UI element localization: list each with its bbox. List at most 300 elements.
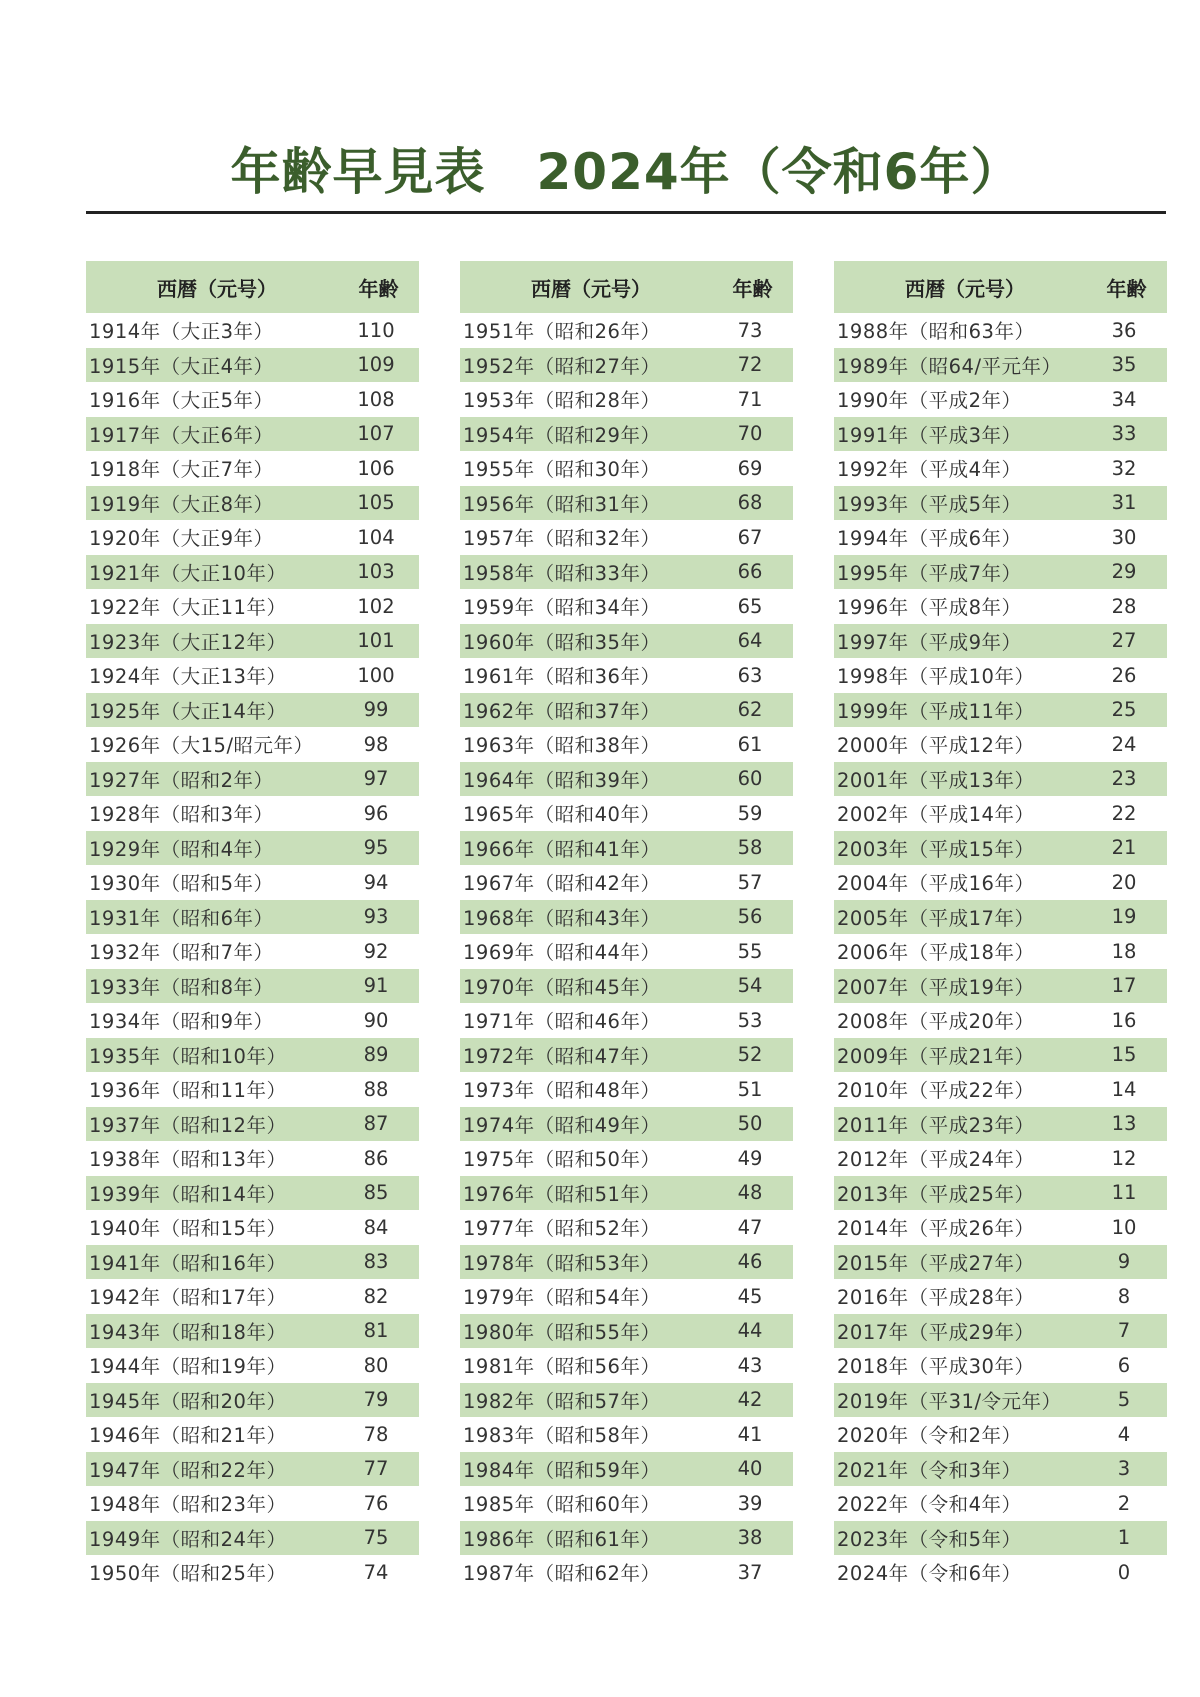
year-cell: 1929年（昭和4年） [89, 837, 274, 861]
age-cell: 54 [737, 974, 763, 998]
table-row [460, 693, 793, 728]
age-cell-wrap [1104, 526, 1167, 549]
age-cell: 2 [1117, 1491, 1131, 1515]
table-row [834, 934, 1167, 969]
age-cell-wrap [1104, 560, 1167, 583]
year-cell: 1928年（昭和3年） [89, 803, 274, 827]
age-cell: 22 [1111, 801, 1137, 825]
year-cell: 1943年（昭和18年） [89, 1320, 287, 1344]
age-cell-wrap [730, 905, 793, 928]
year-cell: 1952年（昭和27年） [463, 354, 661, 378]
age-cell-wrap [356, 1388, 419, 1411]
table-row [460, 1003, 793, 1038]
age-cell-wrap [1104, 1354, 1167, 1377]
year-cell: 1988年（昭和63年） [837, 320, 1035, 344]
table-row [460, 1107, 793, 1142]
table-row [86, 796, 419, 831]
table-row [460, 934, 793, 969]
table-row [834, 1072, 1167, 1107]
year-cell: 1985年（昭和60年） [463, 1493, 661, 1517]
age-cell: 89 [363, 1043, 389, 1067]
year-cell: 1942年（昭和17年） [89, 1286, 287, 1310]
year-cell: 1993年（平成5年） [837, 492, 1022, 516]
table-row [86, 865, 419, 900]
table-row [86, 451, 419, 486]
age-cell: 16 [1111, 1008, 1137, 1032]
table-row [834, 900, 1167, 935]
age-cell-wrap [356, 940, 419, 963]
year-cell: 1991年（平成3年） [837, 423, 1022, 447]
title-divider [86, 211, 1166, 214]
age-cell: 110 [357, 318, 395, 342]
year-cell: 2008年（平成20年） [837, 1010, 1035, 1034]
age-cell-wrap [356, 457, 419, 480]
age-cell-wrap [1104, 1250, 1167, 1273]
table-row [86, 693, 419, 728]
table-row [834, 313, 1167, 348]
age-cell-wrap [730, 1147, 793, 1170]
year-cell: 1962年（昭和37年） [463, 699, 661, 723]
age-cell-wrap [730, 802, 793, 825]
table-row [834, 693, 1167, 728]
age-cell-wrap [356, 560, 419, 583]
table-row [834, 865, 1167, 900]
age-cell: 66 [737, 560, 763, 584]
age-cell: 105 [357, 491, 395, 515]
age-cell-wrap [1104, 905, 1167, 928]
age-cell: 48 [737, 1181, 763, 1205]
year-cell: 1975年（昭和50年） [463, 1148, 661, 1172]
age-cell-wrap [356, 664, 419, 687]
table-row [834, 589, 1167, 624]
table-row [460, 1383, 793, 1418]
table-row [460, 900, 793, 935]
age-cell-wrap [356, 1492, 419, 1515]
header-age-label: 年齢 [358, 276, 399, 301]
age-cell: 68 [737, 491, 763, 515]
table-row [460, 727, 793, 762]
table-row [834, 1279, 1167, 1314]
age-cell: 104 [357, 525, 395, 549]
table-row [834, 486, 1167, 521]
age-cell-wrap [356, 733, 419, 756]
age-cell-wrap [1104, 940, 1167, 963]
table-row [86, 520, 419, 555]
age-cell: 4 [1117, 1422, 1131, 1446]
year-cell: 1954年（昭和29年） [463, 423, 661, 447]
year-cell: 2020年（令和2年） [837, 1424, 1022, 1448]
year-cell: 1944年（昭和19年） [89, 1355, 287, 1379]
table-row [86, 762, 419, 797]
age-cell: 10 [1111, 1215, 1137, 1239]
table-row [834, 382, 1167, 417]
age-cell: 81 [363, 1319, 389, 1343]
age-cell-wrap [356, 836, 419, 859]
year-cell: 2006年（平成18年） [837, 941, 1035, 965]
table-row [834, 1245, 1167, 1280]
year-cell: 2010年（平成22年） [837, 1079, 1035, 1103]
age-cell: 39 [737, 1491, 763, 1515]
table-row [460, 1521, 793, 1556]
page-title: 年齢早見表 2024年（令和6年） [230, 143, 1022, 201]
age-cell: 87 [363, 1112, 389, 1136]
year-cell: 1937年（昭和12年） [89, 1113, 287, 1137]
age-cell-wrap [356, 1423, 419, 1446]
age-cell: 44 [737, 1319, 763, 1343]
year-cell: 1967年（昭和42年） [463, 872, 661, 896]
age-cell: 20 [1111, 870, 1137, 894]
age-cell: 33 [1111, 422, 1137, 446]
age-cell-wrap [356, 1216, 419, 1239]
age-cell-wrap [356, 1354, 419, 1377]
age-cell: 41 [737, 1422, 763, 1446]
table-row [86, 1176, 419, 1211]
year-cell: 2021年（令和3年） [837, 1458, 1022, 1482]
age-cell: 109 [357, 353, 395, 377]
age-cell-wrap [1104, 1043, 1167, 1066]
year-cell: 1960年（昭和35年） [463, 630, 661, 654]
age-cell-wrap [1104, 1112, 1167, 1135]
table-row [86, 1348, 419, 1383]
age-cell: 71 [737, 387, 763, 411]
age-cell-wrap [1104, 664, 1167, 687]
year-cell: 1972年（昭和47年） [463, 1044, 661, 1068]
table-row [834, 1141, 1167, 1176]
age-table-3 [834, 261, 1167, 1590]
age-cell-wrap [730, 491, 793, 514]
table-row [834, 555, 1167, 590]
age-cell-wrap [730, 1285, 793, 1308]
year-cell: 1951年（昭和26年） [463, 320, 661, 344]
table-header [834, 261, 1167, 313]
header-age-label: 年齢 [732, 276, 773, 301]
year-cell: 2022年（令和4年） [837, 1493, 1022, 1517]
age-cell: 14 [1111, 1077, 1137, 1101]
age-cell-wrap [730, 1250, 793, 1273]
year-cell: 1940年（昭和15年） [89, 1217, 287, 1241]
age-cell: 79 [363, 1388, 389, 1412]
year-cell: 1984年（昭和59年） [463, 1458, 661, 1482]
age-cell-wrap [730, 1078, 793, 1101]
year-cell: 1914年（大正3年） [89, 320, 274, 344]
table-row [834, 1210, 1167, 1245]
year-cell: 2007年（平成19年） [837, 975, 1035, 999]
year-cell: 1982年（昭和57年） [463, 1389, 661, 1413]
table-row [460, 555, 793, 590]
year-cell: 1945年（昭和20年） [89, 1389, 287, 1413]
table-row [460, 831, 793, 866]
table-row [460, 1038, 793, 1073]
table-row [86, 1486, 419, 1521]
table-row [834, 1107, 1167, 1142]
age-cell: 67 [737, 525, 763, 549]
table-body [834, 313, 1167, 1590]
age-cell-wrap [356, 1250, 419, 1273]
table-row [460, 1141, 793, 1176]
table-row [460, 313, 793, 348]
age-cell-wrap [1104, 871, 1167, 894]
table-row [834, 727, 1167, 762]
year-cell: 2024年（令和6年） [837, 1562, 1022, 1586]
table-row [834, 451, 1167, 486]
age-cell-wrap [356, 698, 419, 721]
age-cell: 17 [1111, 974, 1137, 998]
table-row [86, 1210, 419, 1245]
age-cell-wrap [356, 388, 419, 411]
table-row [86, 831, 419, 866]
table-row [86, 969, 419, 1004]
age-cell: 64 [737, 629, 763, 653]
year-cell: 1974年（昭和49年） [463, 1113, 661, 1137]
year-cell: 1958年（昭和33年） [463, 561, 661, 585]
year-cell: 2003年（平成15年） [837, 837, 1035, 861]
age-cell-wrap [1104, 1388, 1167, 1411]
age-cell: 7 [1117, 1319, 1131, 1343]
header-year-label: 西暦（元号） [531, 276, 651, 301]
age-cell: 108 [357, 387, 395, 411]
age-cell-wrap [730, 1181, 793, 1204]
year-cell: 1927年（昭和2年） [89, 768, 274, 792]
table-row [86, 1521, 419, 1556]
age-cell: 90 [363, 1008, 389, 1032]
age-cell: 86 [363, 1146, 389, 1170]
age-cell: 26 [1111, 663, 1137, 687]
table-row [460, 969, 793, 1004]
year-cell: 1924年（大正13年） [89, 665, 287, 689]
age-cell: 3 [1117, 1457, 1131, 1481]
age-cell: 56 [737, 905, 763, 929]
table-row [86, 1038, 419, 1073]
age-cell: 60 [737, 767, 763, 791]
table-row [834, 831, 1167, 866]
table-row [460, 417, 793, 452]
age-cell-wrap [730, 836, 793, 859]
age-cell-wrap [730, 1561, 793, 1584]
age-cell-wrap [356, 905, 419, 928]
table-body [86, 313, 419, 1590]
age-cell-wrap [1104, 388, 1167, 411]
age-cell-wrap [1104, 319, 1167, 342]
year-cell: 1957年（昭和32年） [463, 527, 661, 551]
year-cell: 1990年（平成2年） [837, 389, 1022, 413]
age-cell: 58 [737, 836, 763, 860]
age-cell: 52 [737, 1043, 763, 1067]
year-cell: 2019年（平31/令元年） [837, 1389, 1062, 1413]
year-cell: 1986年（昭和61年） [463, 1527, 661, 1551]
age-cell-wrap [1104, 733, 1167, 756]
age-cell: 5 [1117, 1388, 1131, 1412]
age-cell-wrap [1104, 698, 1167, 721]
year-cell: 2016年（平成28年） [837, 1286, 1035, 1310]
age-cell-wrap [730, 698, 793, 721]
age-cell: 25 [1111, 698, 1137, 722]
table-row [86, 1141, 419, 1176]
year-cell: 1994年（平成6年） [837, 527, 1022, 551]
table-row [86, 417, 419, 452]
table-row [460, 1245, 793, 1280]
age-cell: 92 [363, 939, 389, 963]
table-row [834, 1038, 1167, 1073]
age-cell-wrap [730, 560, 793, 583]
year-cell: 1992年（平成4年） [837, 458, 1022, 482]
table-row [86, 1003, 419, 1038]
age-cell-wrap [1104, 974, 1167, 997]
year-cell: 1961年（昭和36年） [463, 665, 661, 689]
age-table-1 [86, 261, 419, 1590]
table-row [86, 1279, 419, 1314]
age-cell: 24 [1111, 732, 1137, 756]
age-cell-wrap [356, 802, 419, 825]
age-table-2 [460, 261, 793, 1590]
year-cell: 2001年（平成13年） [837, 768, 1035, 792]
year-cell: 1964年（昭和39年） [463, 768, 661, 792]
age-cell: 23 [1111, 767, 1137, 791]
age-cell-wrap [356, 767, 419, 790]
age-cell-wrap [1104, 595, 1167, 618]
age-cell: 36 [1111, 318, 1137, 342]
table-row [86, 1245, 419, 1280]
age-cell: 94 [363, 870, 389, 894]
table-row [460, 1072, 793, 1107]
age-cell-wrap [356, 1078, 419, 1101]
table-row [460, 796, 793, 831]
year-cell: 1941年（昭和16年） [89, 1251, 287, 1275]
age-cell-wrap [730, 526, 793, 549]
table-row [834, 762, 1167, 797]
age-cell-wrap [730, 1216, 793, 1239]
age-cell-wrap [356, 491, 419, 514]
age-cell-wrap [356, 1112, 419, 1135]
table-row [460, 520, 793, 555]
table-row [834, 1348, 1167, 1383]
year-cell: 1998年（平成10年） [837, 665, 1035, 689]
age-cell: 19 [1111, 905, 1137, 929]
table-row [834, 1417, 1167, 1452]
age-cell: 85 [363, 1181, 389, 1205]
year-cell: 2009年（平成21年） [837, 1044, 1035, 1068]
table-row [460, 865, 793, 900]
table-row [460, 1176, 793, 1211]
year-cell: 1922年（大正11年） [89, 596, 287, 620]
age-cell-wrap [356, 1457, 419, 1480]
year-cell: 1976年（昭和51年） [463, 1182, 661, 1206]
age-cell: 8 [1117, 1284, 1131, 1308]
table-row [86, 589, 419, 624]
year-cell: 2018年（平成30年） [837, 1355, 1035, 1379]
year-cell: 1953年（昭和28年） [463, 389, 661, 413]
age-cell-wrap [730, 1043, 793, 1066]
table-row [86, 934, 419, 969]
age-cell-wrap [730, 353, 793, 376]
age-cell: 106 [357, 456, 395, 480]
age-cell: 57 [737, 870, 763, 894]
age-cell: 0 [1117, 1560, 1131, 1584]
age-cell-wrap [730, 1492, 793, 1515]
table-row [460, 1452, 793, 1487]
year-cell: 2004年（平成16年） [837, 872, 1035, 896]
age-cell-wrap [730, 1354, 793, 1377]
age-cell: 75 [363, 1526, 389, 1550]
year-cell: 2011年（平成23年） [837, 1113, 1035, 1137]
age-cell: 99 [363, 698, 389, 722]
age-cell: 30 [1111, 525, 1137, 549]
age-cell-wrap [356, 871, 419, 894]
age-cell: 80 [363, 1353, 389, 1377]
table-row [834, 624, 1167, 659]
age-cell-wrap [356, 1147, 419, 1170]
age-cell-wrap [356, 1319, 419, 1342]
table-row [834, 520, 1167, 555]
age-cell: 97 [363, 767, 389, 791]
age-cell-wrap [1104, 1423, 1167, 1446]
age-cell: 63 [737, 663, 763, 687]
age-cell: 49 [737, 1146, 763, 1170]
age-cell: 102 [357, 594, 395, 618]
age-cell-wrap [730, 733, 793, 756]
age-cell: 37 [737, 1560, 763, 1584]
age-cell: 69 [737, 456, 763, 480]
table-row [834, 1003, 1167, 1038]
age-cell: 100 [357, 663, 395, 687]
age-cell: 42 [737, 1388, 763, 1412]
age-cell: 27 [1111, 629, 1137, 653]
age-cell-wrap [356, 1526, 419, 1549]
year-cell: 2002年（平成14年） [837, 803, 1035, 827]
age-cell-wrap [730, 1319, 793, 1342]
year-cell: 1973年（昭和48年） [463, 1079, 661, 1103]
age-cell-wrap [730, 940, 793, 963]
table-row [834, 1383, 1167, 1418]
age-cell-wrap [730, 595, 793, 618]
age-cell-wrap [730, 1457, 793, 1480]
table-row [834, 1452, 1167, 1487]
age-cell-wrap [1104, 1147, 1167, 1170]
age-cell: 78 [363, 1422, 389, 1446]
year-cell: 1983年（昭和58年） [463, 1424, 661, 1448]
age-cell-wrap [1104, 767, 1167, 790]
age-cell-wrap [356, 1043, 419, 1066]
age-cell-wrap [356, 629, 419, 652]
year-cell: 1931年（昭和6年） [89, 906, 274, 930]
table-row [86, 348, 419, 383]
age-cell: 73 [737, 318, 763, 342]
age-cell-wrap [730, 664, 793, 687]
table-row [86, 1555, 419, 1590]
table-header [460, 261, 793, 313]
year-cell: 1947年（昭和22年） [89, 1458, 287, 1482]
age-cell-wrap [730, 974, 793, 997]
age-cell: 51 [737, 1077, 763, 1101]
table-row [460, 1314, 793, 1349]
year-cell: 1987年（昭和62年） [463, 1562, 661, 1586]
age-cell: 107 [357, 422, 395, 446]
age-cell: 47 [737, 1215, 763, 1239]
table-row [86, 555, 419, 590]
age-cell-wrap [730, 767, 793, 790]
age-cell-wrap [1104, 1492, 1167, 1515]
age-cell-wrap [730, 1112, 793, 1135]
table-header [86, 261, 419, 313]
year-cell: 1930年（昭和5年） [89, 872, 274, 896]
age-cell: 13 [1111, 1112, 1137, 1136]
year-cell: 1925年（大正14年） [89, 699, 287, 723]
age-cell: 62 [737, 698, 763, 722]
age-cell: 46 [737, 1250, 763, 1274]
age-cell: 34 [1111, 387, 1137, 411]
age-cell: 84 [363, 1215, 389, 1239]
table-row [460, 486, 793, 521]
age-cell-wrap [1104, 457, 1167, 480]
